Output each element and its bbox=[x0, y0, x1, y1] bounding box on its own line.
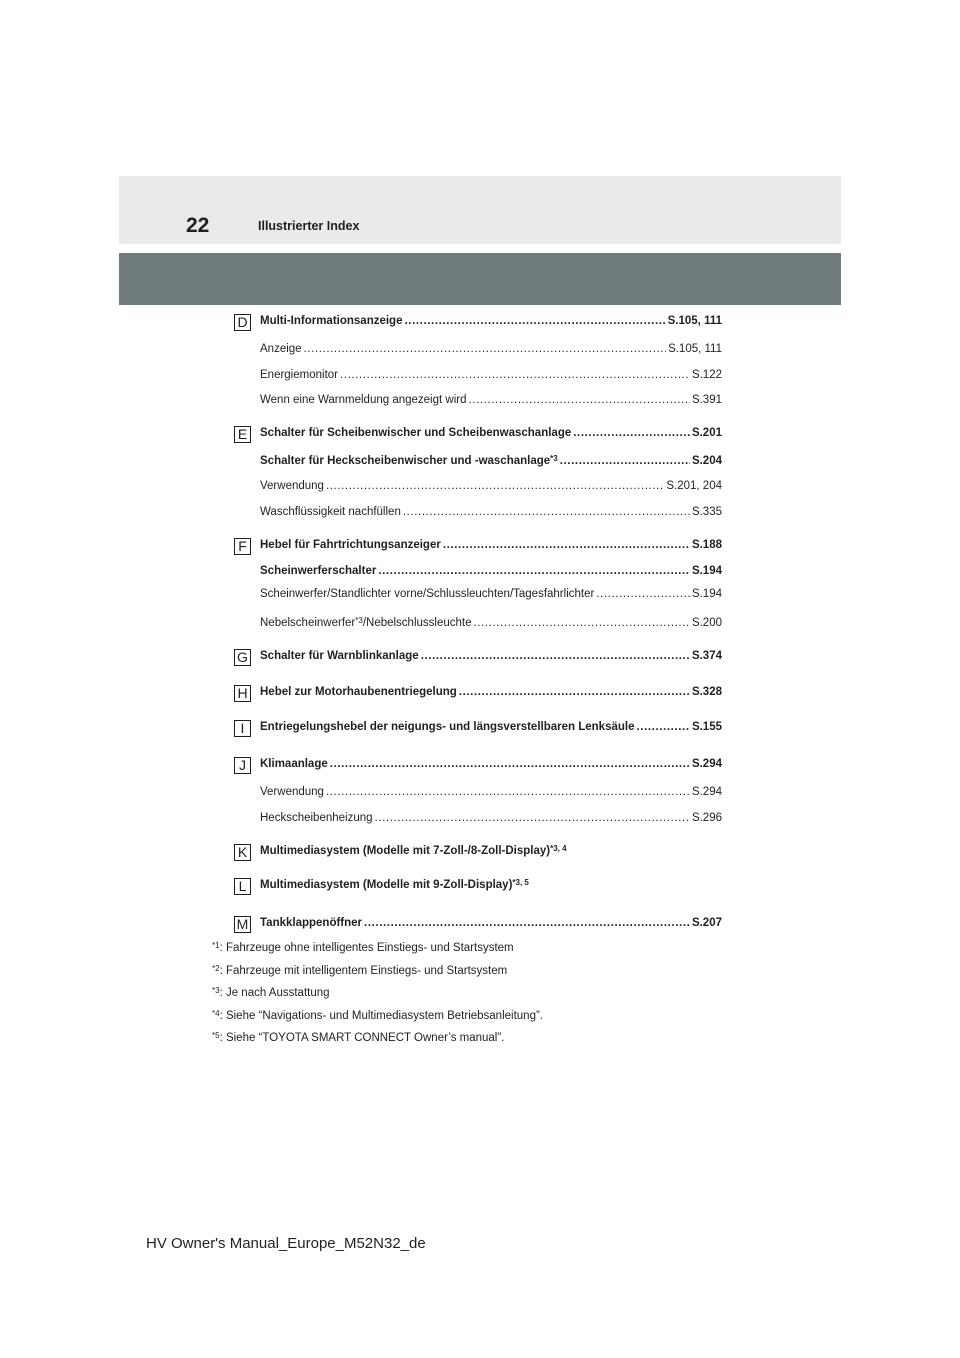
entry-label bbox=[260, 650, 419, 662]
dot-leader bbox=[375, 812, 690, 824]
footnote-reference: *3, 4 bbox=[550, 844, 567, 853]
page-reference[interactable]: S.122 bbox=[691, 369, 722, 381]
dot-leader bbox=[636, 721, 689, 733]
page-reference[interactable]: S.328 bbox=[691, 686, 722, 698]
footnote-mark: *5 bbox=[212, 1031, 220, 1040]
section-letter-l: L bbox=[234, 878, 251, 895]
entry-label-text: Energiemonitor bbox=[260, 369, 338, 381]
entry-label bbox=[260, 369, 338, 381]
dot-leader bbox=[459, 686, 690, 698]
entry-label bbox=[260, 588, 594, 600]
dot-leader bbox=[404, 315, 665, 327]
dot-leader bbox=[573, 427, 690, 439]
page-reference[interactable]: S.105, 111 bbox=[668, 343, 722, 355]
header-band bbox=[119, 176, 841, 244]
section-letter-d: D bbox=[234, 314, 251, 331]
footnote-mark: *2 bbox=[212, 964, 220, 973]
footnote-mark: *3 bbox=[212, 986, 220, 995]
entry-label-text: Hebel für Fahrtrichtungsanzeiger bbox=[260, 539, 441, 551]
index-entry[interactable] bbox=[260, 427, 722, 439]
index-subentry[interactable] bbox=[260, 588, 722, 600]
section-letter-i: I bbox=[234, 720, 251, 737]
entry-label bbox=[260, 812, 373, 824]
entry-label bbox=[260, 917, 362, 929]
index-entry[interactable] bbox=[260, 686, 722, 698]
entry-label-text: Multimediasystem (Modelle mit 7-Zoll-/8-Zoll-Display) bbox=[260, 845, 551, 857]
page-reference[interactable]: S.200 bbox=[691, 617, 722, 629]
footnote-mark: *4 bbox=[212, 1009, 220, 1018]
page-number: 22 bbox=[186, 214, 210, 237]
entry-label bbox=[260, 786, 324, 798]
entry-label-text: Scheinwerfer/Standlichter vorne/Schlussleuchten/Tagesfahrlichter bbox=[260, 588, 595, 600]
footnote-text: : Siehe “Navigations- und Multimediasystem Betriebsanleitung”. bbox=[219, 1010, 543, 1022]
page-reference[interactable]: S.188 bbox=[691, 539, 722, 551]
page-reference[interactable]: S.294 bbox=[691, 758, 722, 770]
dot-leader bbox=[443, 539, 690, 551]
dot-leader bbox=[364, 917, 690, 929]
entry-label-text: Nebelscheinwerfer bbox=[260, 617, 356, 629]
entry-label-text: Wenn eine Warnmeldung angezeigt wird bbox=[260, 394, 467, 406]
page-reference[interactable]: S.155 bbox=[691, 721, 722, 733]
section-letter-e: E bbox=[234, 426, 251, 443]
entry-label bbox=[260, 480, 324, 492]
footnote-text: : Fahrzeuge mit intelligentem Einstiegs- und Startsystem bbox=[219, 965, 508, 977]
entry-label bbox=[260, 686, 457, 698]
index-subentry[interactable] bbox=[260, 786, 722, 798]
page-reference[interactable]: S.194 bbox=[691, 565, 722, 577]
entry-label-text: Entriegelungshebel der neigungs- und längsverstellbaren Lenksäule bbox=[260, 721, 635, 733]
entry-label bbox=[260, 539, 441, 551]
footnote-mark: *1 bbox=[212, 941, 220, 950]
entry-label-text: Verwendung bbox=[260, 786, 324, 798]
entry-label-text: Scheinwerferschalter bbox=[260, 565, 377, 577]
dot-leader bbox=[378, 565, 690, 577]
entry-label-text: Multimediasystem (Modelle mit 9-Zoll-Display) bbox=[260, 879, 513, 891]
dot-leader bbox=[330, 758, 690, 770]
index-entry[interactable] bbox=[260, 315, 722, 327]
entry-label bbox=[260, 617, 471, 629]
index-entry[interactable] bbox=[260, 917, 722, 929]
dot-leader bbox=[560, 455, 690, 467]
index-subentry[interactable] bbox=[260, 369, 722, 381]
header-dark-band bbox=[119, 253, 841, 305]
entry-label bbox=[260, 758, 328, 770]
section-letter-f: F bbox=[234, 538, 251, 555]
index-subentry[interactable] bbox=[260, 506, 722, 518]
dot-leader bbox=[468, 394, 689, 406]
entry-label-text: Verwendung bbox=[260, 480, 324, 492]
page-reference[interactable]: S.207 bbox=[691, 917, 722, 929]
footnote bbox=[212, 965, 507, 977]
dot-leader bbox=[304, 343, 667, 355]
entry-label-text: Tankklappenöffner bbox=[260, 917, 363, 929]
page-reference[interactable]: S.105, 111 bbox=[667, 315, 722, 327]
page-reference[interactable]: S.374 bbox=[691, 650, 722, 662]
footnote bbox=[212, 1032, 504, 1044]
index-entry[interactable] bbox=[260, 565, 722, 577]
page-reference[interactable]: S.294 bbox=[691, 786, 722, 798]
page-reference[interactable]: S.201 bbox=[691, 427, 722, 439]
entry-label-text: Anzeige bbox=[260, 343, 302, 355]
entry-label-suffix: /Nebelschlussleuchte bbox=[362, 617, 472, 629]
entry-label-text: Schalter für Scheibenwischer und Scheibenwaschanlage bbox=[260, 427, 572, 439]
entry-label-text: Klimaanlage bbox=[260, 758, 328, 770]
page-reference[interactable]: S.194 bbox=[691, 588, 722, 600]
dot-leader bbox=[326, 786, 690, 798]
footnote-text: : Je nach Ausstattung bbox=[219, 987, 330, 999]
entry-label bbox=[260, 721, 634, 733]
section-title: Illustrierter Index bbox=[258, 219, 360, 233]
index-subentry[interactable] bbox=[260, 812, 722, 824]
section-letter-j: J bbox=[234, 757, 251, 774]
dot-leader bbox=[340, 369, 690, 381]
index-subentry[interactable] bbox=[260, 343, 722, 355]
entry-label-text: Multi-Informationsanzeige bbox=[260, 315, 403, 327]
dot-leader bbox=[596, 588, 690, 600]
index-entry[interactable] bbox=[260, 455, 722, 467]
page-reference[interactable]: S.391 bbox=[691, 394, 722, 406]
footnote-reference: *3 bbox=[355, 616, 363, 625]
footnote-reference: *3, 5 bbox=[512, 878, 529, 887]
index-subentry[interactable] bbox=[260, 617, 722, 629]
page-reference[interactable]: S.204 bbox=[691, 455, 722, 467]
section-letter-m: M bbox=[234, 916, 251, 933]
entry-label bbox=[260, 455, 558, 467]
entry-label-text: Waschflüssigkeit nachfüllen bbox=[260, 506, 401, 518]
index-entry[interactable] bbox=[260, 650, 722, 662]
index-entry[interactable] bbox=[260, 845, 722, 857]
footnote bbox=[212, 987, 330, 999]
dot-leader bbox=[421, 650, 690, 662]
index-entry[interactable] bbox=[260, 721, 722, 733]
page-reference[interactable]: S.296 bbox=[691, 812, 722, 824]
entry-label bbox=[260, 343, 302, 355]
page-reference[interactable]: S.335 bbox=[691, 506, 722, 518]
index-entry[interactable] bbox=[260, 758, 722, 770]
index-subentry[interactable] bbox=[260, 394, 722, 406]
section-letter-g: G bbox=[234, 649, 251, 666]
entry-label bbox=[260, 845, 567, 857]
index-subentry[interactable] bbox=[260, 480, 722, 492]
entry-label bbox=[260, 506, 401, 518]
page-reference[interactable]: S.201, 204 bbox=[666, 480, 722, 492]
entry-label bbox=[260, 565, 376, 577]
index-entry[interactable] bbox=[260, 879, 722, 891]
dot-leader bbox=[403, 506, 690, 518]
entry-label-text: Schalter für Heckscheibenwischer und -waschanlage bbox=[260, 455, 551, 467]
entry-label bbox=[260, 427, 571, 439]
footnote bbox=[212, 1010, 543, 1022]
entry-label-text: Hebel zur Motorhaubenentriegelung bbox=[260, 686, 457, 698]
dot-leader bbox=[326, 480, 664, 492]
entry-label-text: Heckscheibenheizung bbox=[260, 812, 373, 824]
entry-label bbox=[260, 315, 402, 327]
footer-manual-id: HV Owner's Manual_Europe_M52N32_de bbox=[146, 1235, 426, 1252]
footnote-text: : Siehe “TOYOTA SMART CONNECT Owner’s manual”. bbox=[219, 1032, 505, 1044]
index-entry[interactable] bbox=[260, 539, 722, 551]
footnote-reference: *3 bbox=[550, 454, 558, 463]
entry-label-text: Schalter für Warnblinkanlage bbox=[260, 650, 419, 662]
footnote-text: : Fahrzeuge ohne intelligentes Einstiegs- und Startsystem bbox=[219, 942, 514, 954]
section-letter-h: H bbox=[234, 685, 251, 702]
dot-leader bbox=[473, 617, 689, 629]
section-letter-k: K bbox=[234, 844, 251, 861]
entry-label bbox=[260, 394, 466, 406]
entry-label bbox=[260, 879, 529, 891]
footnote bbox=[212, 942, 514, 954]
